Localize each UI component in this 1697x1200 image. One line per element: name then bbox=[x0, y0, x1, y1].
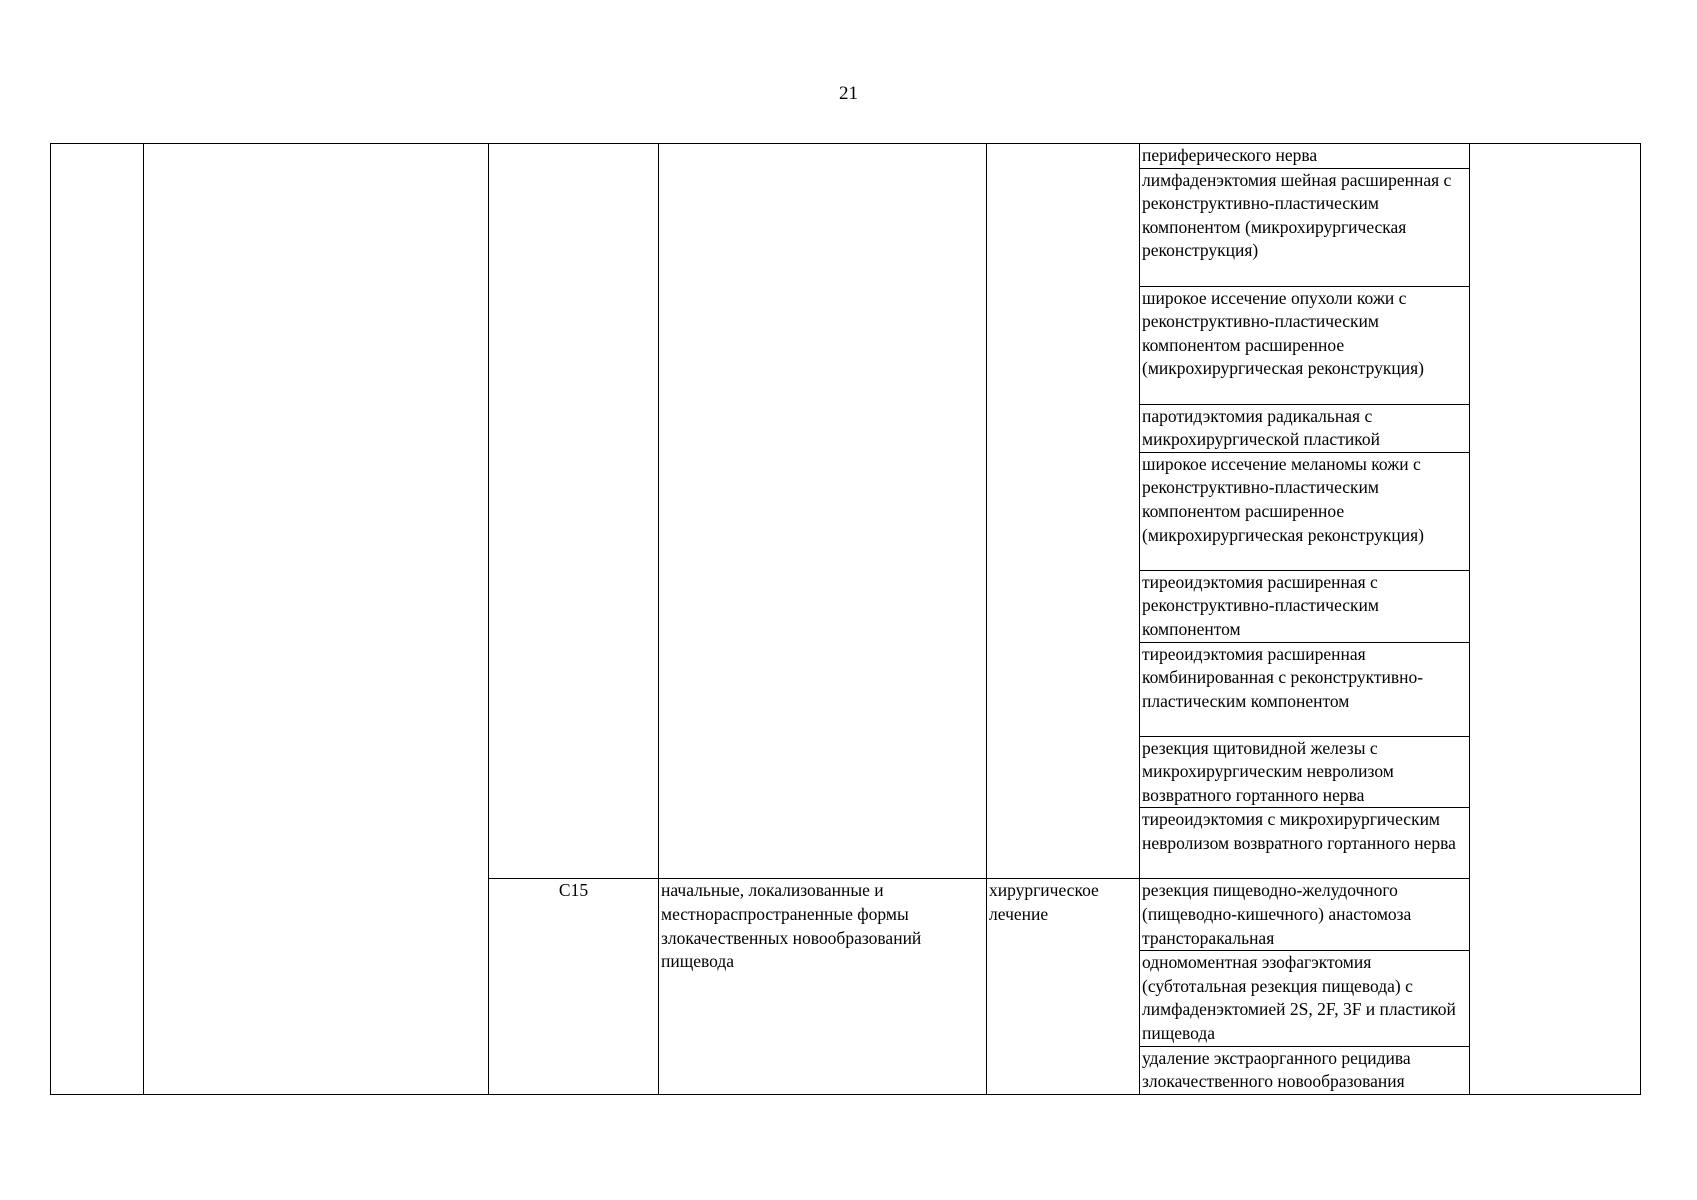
method-text: тиреоидэктомия с микрохирургическим невролизом возвратного гортанного нерва bbox=[1142, 809, 1456, 853]
method-cell bbox=[1140, 286, 1470, 404]
method-text: резекция пищеводно-желудочного (пищеводно-кишечного) анастомоза трансторакальная bbox=[1142, 880, 1412, 948]
method-cell bbox=[1140, 879, 1470, 951]
method-cell bbox=[1140, 736, 1470, 808]
method-cell bbox=[1140, 1046, 1470, 1094]
method-text: тиреоидэктомия расширенная комбинированная с реконструктивно-пластическим компонентом bbox=[1142, 643, 1424, 711]
method-cell bbox=[1140, 452, 1470, 570]
method-cell bbox=[1140, 642, 1470, 736]
treatment-type-cell bbox=[987, 144, 1140, 879]
profile-name-cell bbox=[144, 144, 489, 1095]
method-cell bbox=[1140, 808, 1470, 879]
method-cell bbox=[1140, 951, 1470, 1046]
method-text: широкое иссечение опухоли кожи с реконструктивно-пластическим компонентом расширенное (микрохирургическая реконструкция) bbox=[1142, 287, 1424, 379]
procedures-table bbox=[50, 143, 1641, 1095]
method-cell bbox=[1140, 144, 1470, 169]
treatment-type-cell: хирургическое лечение bbox=[987, 879, 1140, 1094]
method-text: лимфаденэктомия шейная расширенная с реконструктивно-пластическим компонентом (микрохирургическая реконструкция) bbox=[1142, 169, 1452, 261]
method-cell bbox=[1140, 570, 1470, 642]
method-cell bbox=[1140, 168, 1470, 286]
method-text: удаление экстраорганного рецидива злокачественного новообразования bbox=[1142, 1047, 1411, 1092]
method-text: паротидэктомия радикальная с микрохирургической пластикой bbox=[1142, 405, 1380, 450]
method-text: одномоментная эзофагэктомия (субтотальная резекция пищевода) с лимфаденэктомией 2S, 2F, 3F и пластикой пищевода bbox=[1142, 952, 1456, 1043]
diagnosis-code-cell bbox=[489, 144, 659, 879]
method-cell bbox=[1140, 404, 1470, 452]
method-text: резекция щитовидной железы с микрохирургическим невролизом возвратного гортанного нерва bbox=[1142, 737, 1394, 805]
diagnosis-code-cell: C15 bbox=[489, 879, 659, 1094]
method-text: периферического нерва bbox=[1142, 145, 1318, 165]
cost-cell bbox=[1470, 144, 1641, 1095]
diagnosis-cell: начальные, локализованные и местнораспространенные формы злокачественных новообразований пищевода bbox=[659, 879, 987, 1094]
table-row bbox=[51, 144, 1641, 169]
page-number: 21 bbox=[839, 83, 858, 104]
diagnosis-cell bbox=[659, 144, 987, 879]
number-cell bbox=[51, 144, 144, 1095]
method-text: тиреоидэктомия расширенная с реконструктивно-пластическим компонентом bbox=[1142, 571, 1379, 639]
method-text: широкое иссечение меланомы кожи с реконструктивно-пластическим компонентом расширенное (микрохирургическая реконструкция) bbox=[1142, 453, 1424, 545]
